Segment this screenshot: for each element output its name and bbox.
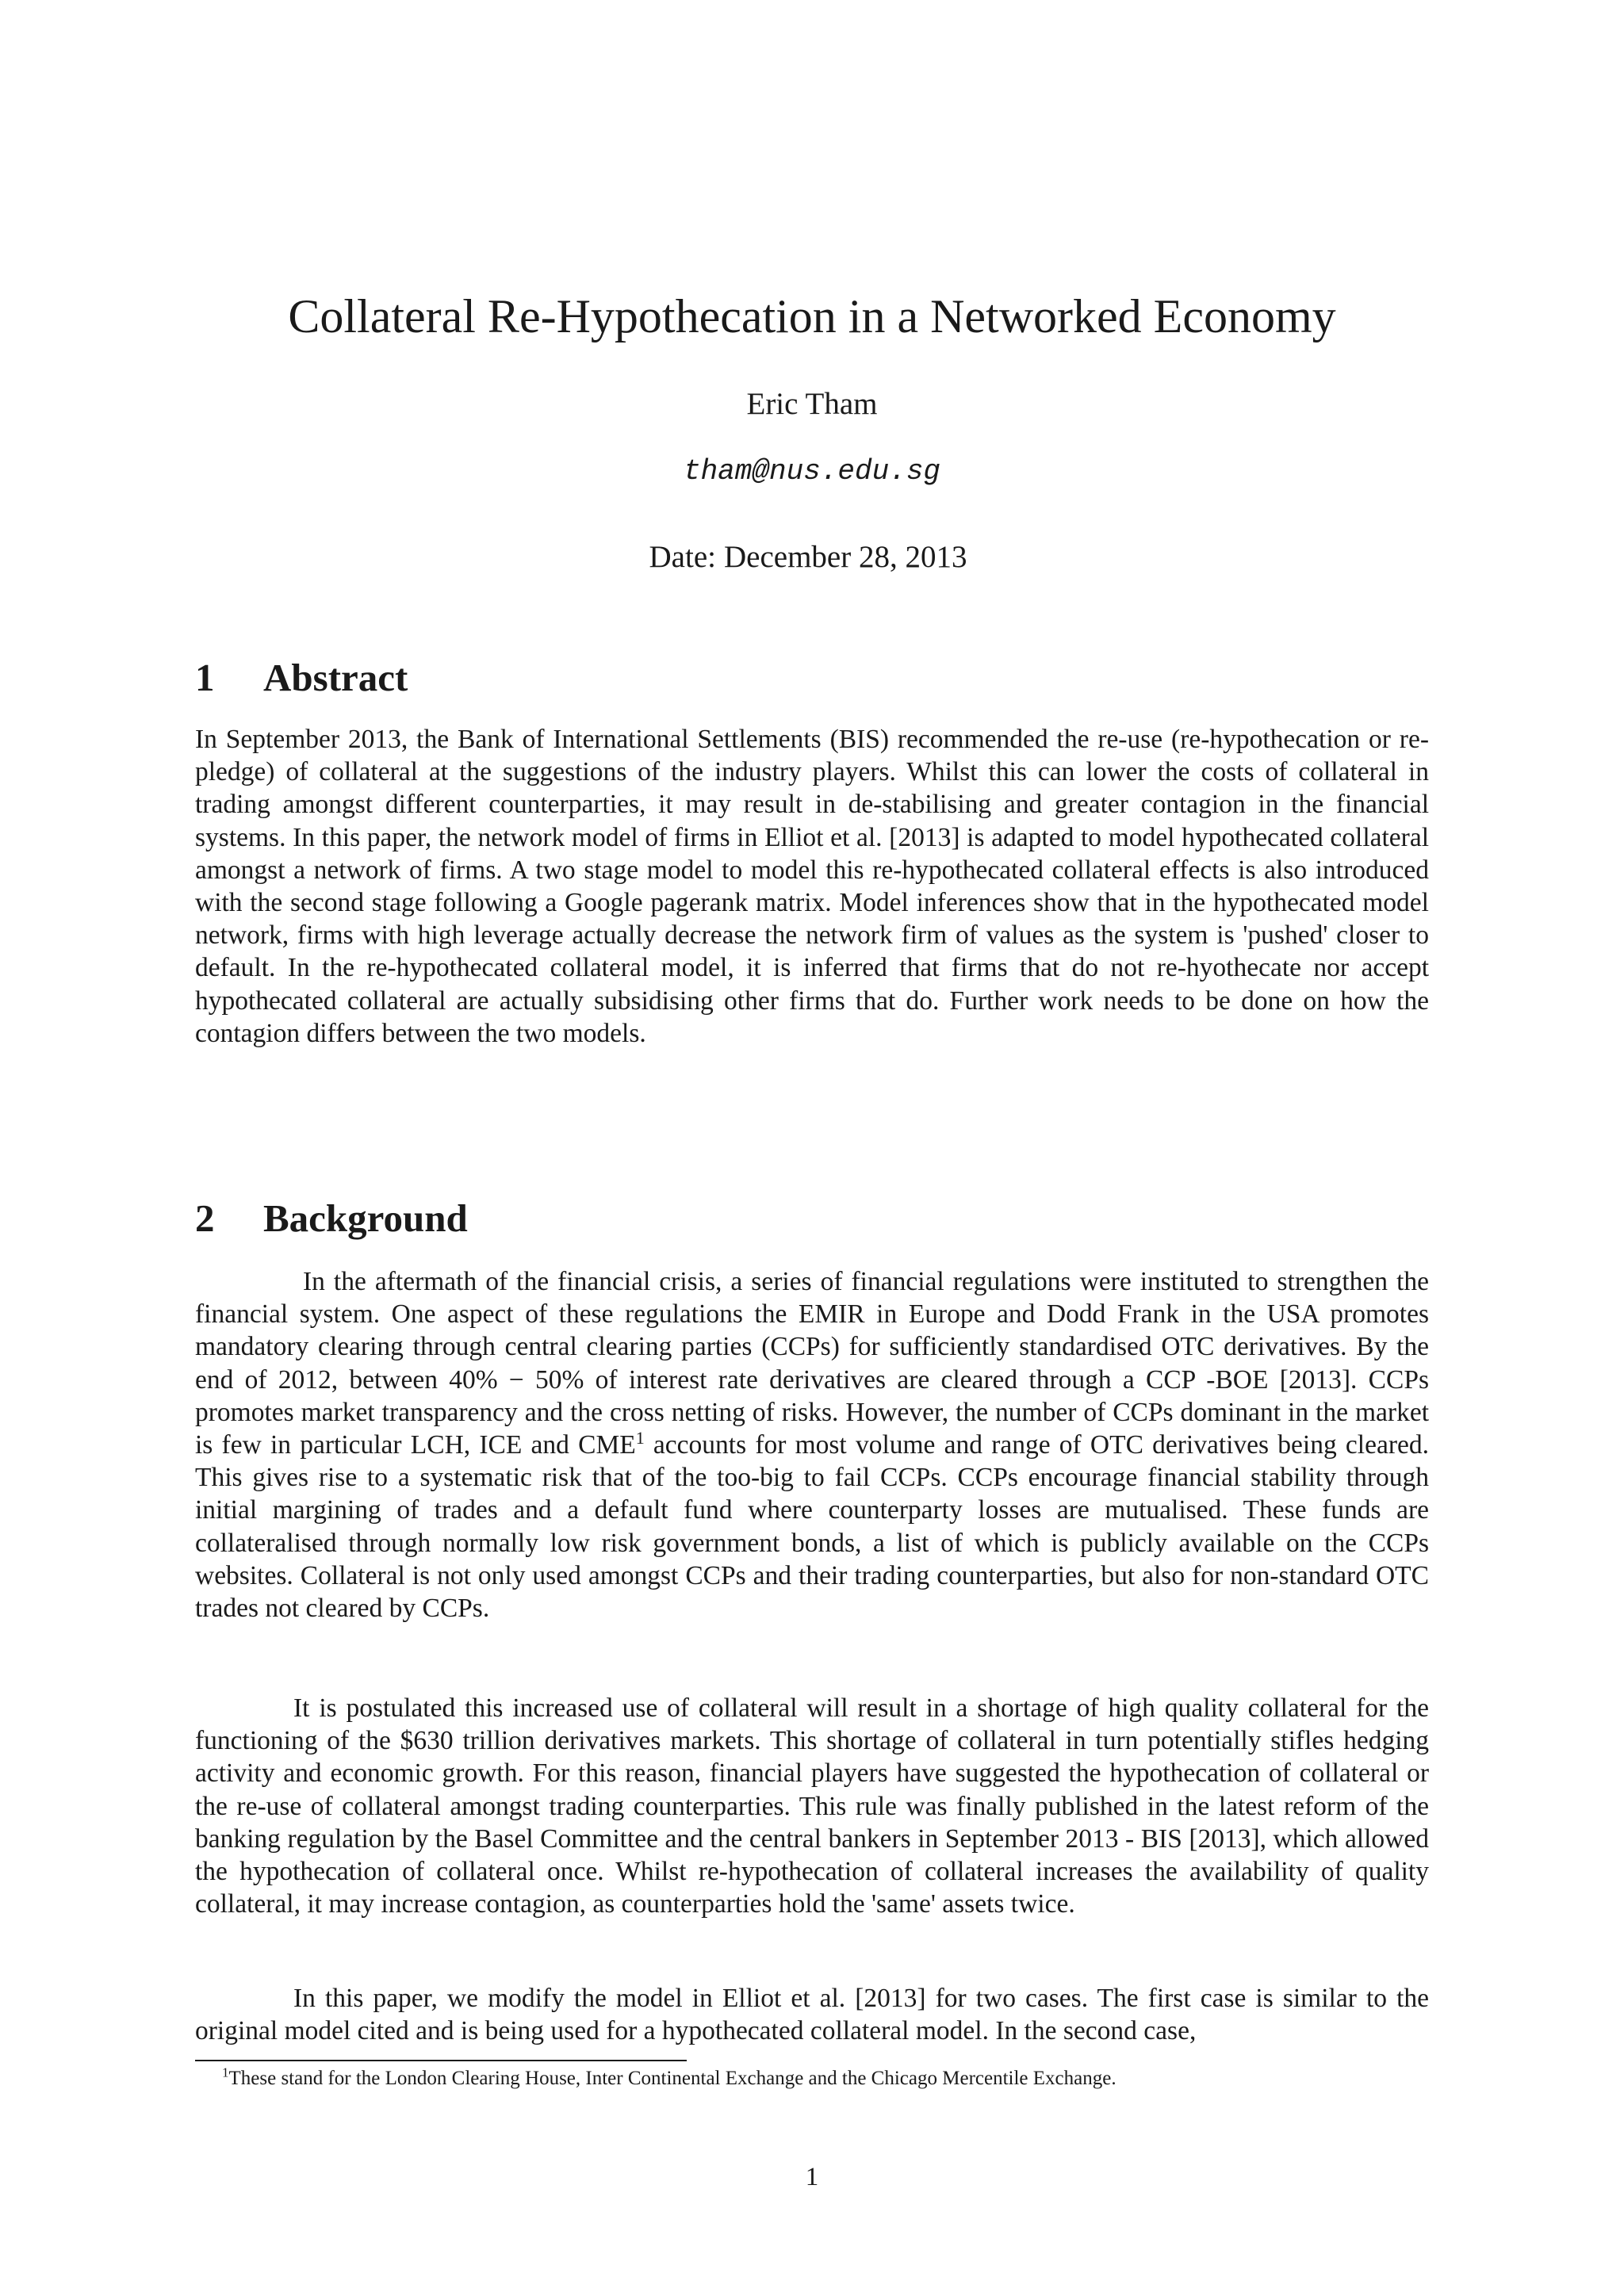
abstract-paragraph: In September 2013, the Bank of International Settlements (BIS) recommended the re-use (re-hypothecation or re-pledge) of collateral at the suggestions of the industry players. Whilst this can lower the costs of collateral in trading amongst different counterparties, it may result in de-stabilising and greater contagion in the financial systems. In this paper, the network model of firms in Elliot et al. [2013] is adapted to model hypothecated collateral amongst a network of firms. A two stage model to model this re-hypothecated collateral effects is also introduced with the second stage following a Google pagerank matrix. Model inferences show that in the hypothecated model network, firms with high leverage actually decrease the network firm of values as the system is 'pushed' closer to default. In the re-hypothecated collateral model, it is inferred that firms that do not re-hyothecate nor accept hypothecated collateral are actually subsidising other firms that do. Further work needs to be done on how the contagion differs between the two models. xyxy=(195,725,1429,1048)
section-heading-background xyxy=(195,1196,468,1241)
background-paragraph-3: In this paper, we modify the model in Elliot et al. [2013] for two cases. The first case is similar to the original model cited and is being used for a hypothecated collateral model. In the second case, xyxy=(195,1984,1429,2046)
date-value: December 28, 2013 xyxy=(723,540,967,574)
section-title: Background xyxy=(263,1196,468,1240)
section-title: Abstract xyxy=(263,656,408,699)
footnote xyxy=(222,2066,1116,2091)
paper-date xyxy=(0,539,1624,575)
background-paragraph-1 xyxy=(195,1265,1429,1624)
footnote-divider xyxy=(195,2060,687,2061)
author-email: tham@nus.edu.sg xyxy=(683,455,941,488)
date-label: Date: xyxy=(649,540,716,574)
footnote-number: 1 xyxy=(222,2064,229,2080)
paragraph-text-continued: accounts for most volume and range of OTC derivatives being cleared. This gives rise to a systematic risk that of the too-big to fail CCPs. CCPs encourage financial stability through initial margining of trades and a default fund where counterparty losses are mutualised. These funds are collateralised through normally low risk government bonds, a list of which is publicly available on the CCPs websites. Collateral is not only used amongst CCPs and their trading counterparties, but also for non-standard OTC trades not cleared by CCPs. xyxy=(195,1430,1429,1624)
section-heading-abstract xyxy=(195,655,408,700)
page-number: 1 xyxy=(805,2163,819,2191)
paper-title: Collateral Re-Hypothecation in a Networked Economy xyxy=(288,290,1336,342)
section-number: 2 xyxy=(195,1196,215,1240)
background-paragraph-2: It is postulated this increased use of collateral will result in a shortage of high quality collateral for the functioning of the $630 trillion derivatives markets. This shortage of collateral in turn potentially stifles hedging activity and economic growth. For this reason, financial players have suggested the hypothecation of collateral or the re-use of collateral amongst trading counterparties. This rule was finally published in the latest reform of the banking regulation by the Basel Committee and the central bankers in September 2013 - BIS [2013], which allowed the hypothecation of collateral once. Whilst re-hypothecation of collateral increases the availability of quality collateral, it may increase contagion, as counterparties hold the 'same' assets twice. xyxy=(195,1693,1429,1919)
footnote-text: These stand for the London Clearing House, Inter Continental Exchange and the Chicago Mercentile Exchange. xyxy=(228,2068,1116,2089)
author-name: Eric Tham xyxy=(746,387,878,421)
section-number: 1 xyxy=(195,656,215,699)
paragraph-text: In the aftermath of the financial crisis, a series of financial regulations were instituted to strengthen the financial system. One aspect of these regulations the EMIR in Europe and Dodd Frank in the USA promotes mandatory clearing through central clearing parties (CCPs) for sufficiently standardised OTC derivatives. By the end of 2012, between 40% − 50% of interest rate derivatives are cleared through a CCP -BOE [2013]. CCPs promotes market transparency and the cross netting of risks. However, the number of CCPs dominant in the market is few in particular LCH, ICE and CME xyxy=(195,1267,1429,1460)
footnote-marker: 1 xyxy=(635,1427,645,1448)
